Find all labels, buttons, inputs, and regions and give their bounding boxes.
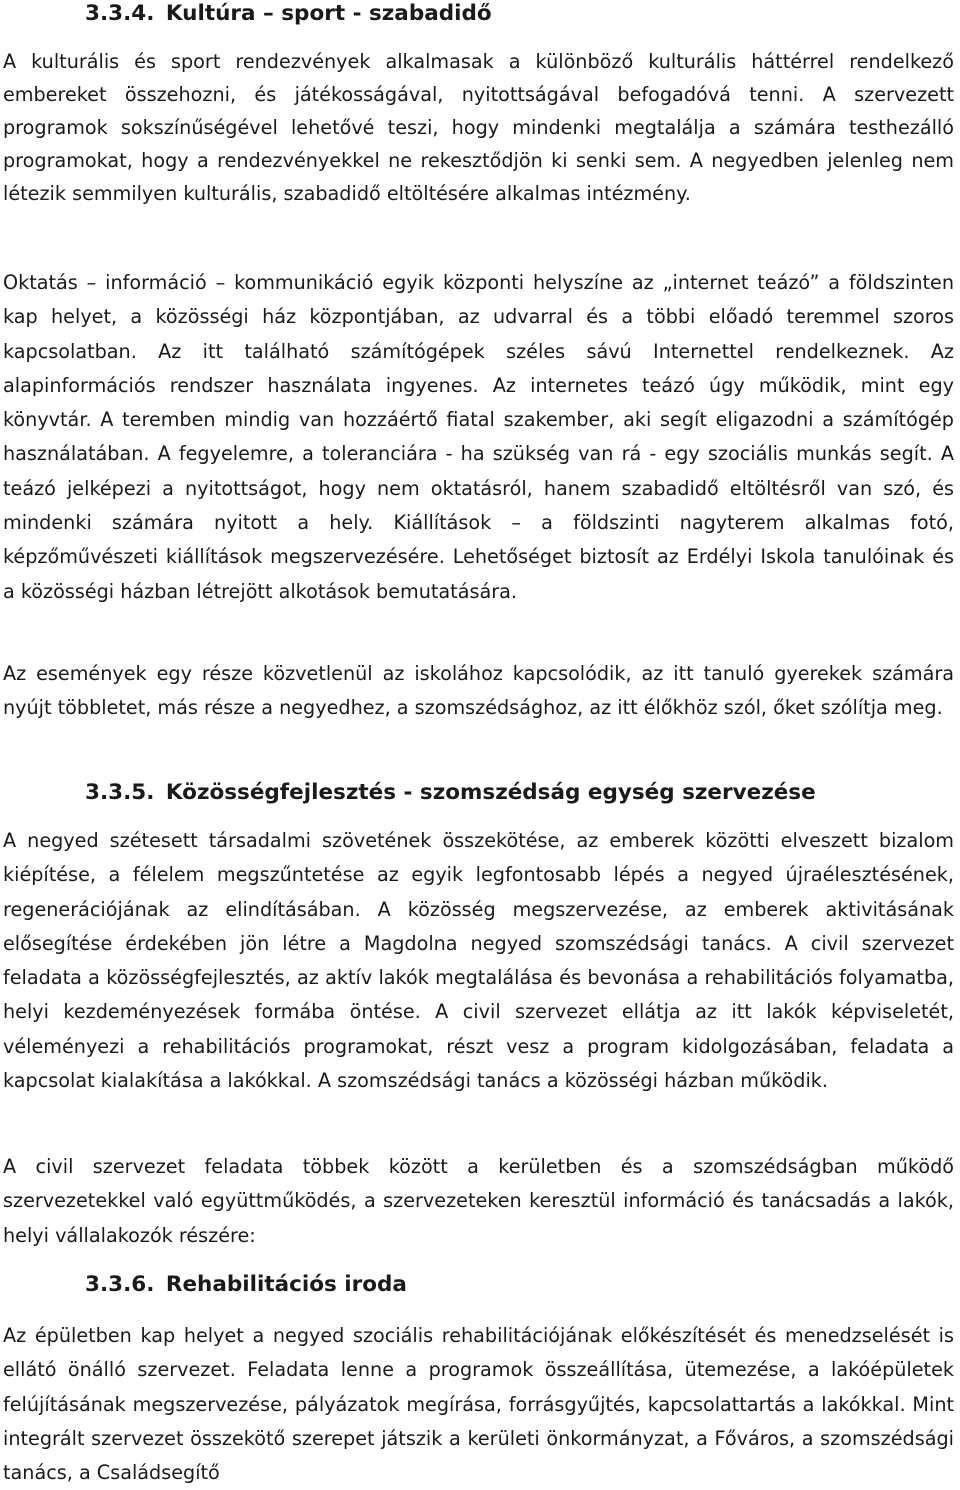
paragraph-rehabilitation-office: Az épületben kap helyet a negyed szociális rehabilitációjának előkészítését és menedzselését is ellátó önálló szervezet. Feladata lenne a programok összeállítása, ütemezése, a lakóépületek felújításának megszervezése, pályázatok megírása, forrásgyűjtés, kapcsolattartás a lakókkal. Mint integrált szervezet összekötő szerepet játszik a kerületi önkormányzat, a Főváros, a szomszédsági tanács, a Családsegítő: [3, 1324, 954, 1485]
paragraph-internet-teazo: Oktatás – információ – kommunikáció egyik központi helyszíne az „internet teázó” a földszinten kap helyet, a közösségi ház központjában, az udvarral és a többi előadó teremmel szoros kapcsolatban. Az itt található számítógépek széles sávú Internettel rendelkeznek. Az alapinformációs rendszer használata ingyenes. Az internetes teázó úgy működik, mint egy könyvtár. A teremben mindig van hozzáértő fiatal szakember, aki segít eligazodni a számítógép használatában. A fegyelemre, a toleranciára - ha szükség van rá - egy szociális munkás segít. A teázó jelképezi a nyitottságot, hogy nem oktatásról, hanem szabadidő eltöltésről van szó, és mindenki számára nyitott a hely. Kiállítások – a földszinti nagyterem alkalmas fotó, képzőművészeti kiállítások megszervezésére. Lehetőséget biztosít az Erdélyi Iskola tanulóinak és a közösségi házban létrejött alkotások bemutatására.: [3, 271, 954, 603]
paragraph-civil-organization: A civil szervezet feladata többek között a kerületben és a szomszédságban működő szervezetekkel való együttműködés, a szervezeteken keresztül információ és tanácsadás a lakók, helyi vállalakozók részére:: [3, 1155, 954, 1247]
paragraph-events: Az események egy része közvetlenül az iskolához kapcsolódik, az itt tanuló gyerekek számára nyújt többletet, más része a negyedhez, a szomszédsághoz, az itt élőkhöz szól, őket szólítja meg.: [3, 662, 954, 720]
section-heading-3-3-4: [3, 0, 492, 28]
section-heading-3-3-5: [3, 779, 816, 807]
section-number: 3.3.5.: [85, 780, 155, 805]
section-title: Közösségfejlesztés - szomszédság egység szervezése: [165, 780, 816, 805]
paragraph-community-development: A negyed szétesett társadalmi szövetének összekötése, az emberek közötti elveszett bizalom kiépítése, a félelem megszűntetése az egyik legfontosabb lépés a negyed újraélesztésének, regenerációjának az elindításában. A közösség megszervezése, az emberek aktivitásának elősegítése érdekében jön létre a Magdolna negyed szomszédsági tanács. A civil szervezet feladata a közösségfejlesztés, az aktív lakók megtalálása és bevonása a rehabilitációs folyamatba, helyi kezdeményezések formába öntése. A civil szervezet ellátja az itt lakók képviseletét, véleményezi a rehabilitációs programokat, részt vesz a program kidolgozásában, feladata a kapcsolat kialakítása a lakókkal. A szomszédsági tanács a közösségi házban működik.: [3, 829, 954, 1093]
paragraph-culture-intro: A kulturális és sport rendezvények alkalmasak a különböző kulturális háttérrel rendelkező embereket összehozni, és játékosságával, nyitottságával befogadóvá tenni. A szervezett programok sokszínűségével lehetővé teszi, hogy mindenki megtalálja a számára testhezálló programokat, hogy a rendezvényekkel ne rekesztődjön ki senki sem. A negyedben jelenleg nem létezik semmilyen kulturális, szabadidő eltöltésére alkalmas intézmény.: [3, 50, 954, 205]
section-heading-3-3-6: [3, 1271, 407, 1299]
section-number: 3.3.6.: [85, 1272, 155, 1297]
section-title: Rehabilitációs iroda: [165, 1272, 407, 1297]
section-number: 3.3.4.: [85, 1, 155, 26]
section-title: Kultúra – sport - szabadidő: [165, 1, 492, 26]
